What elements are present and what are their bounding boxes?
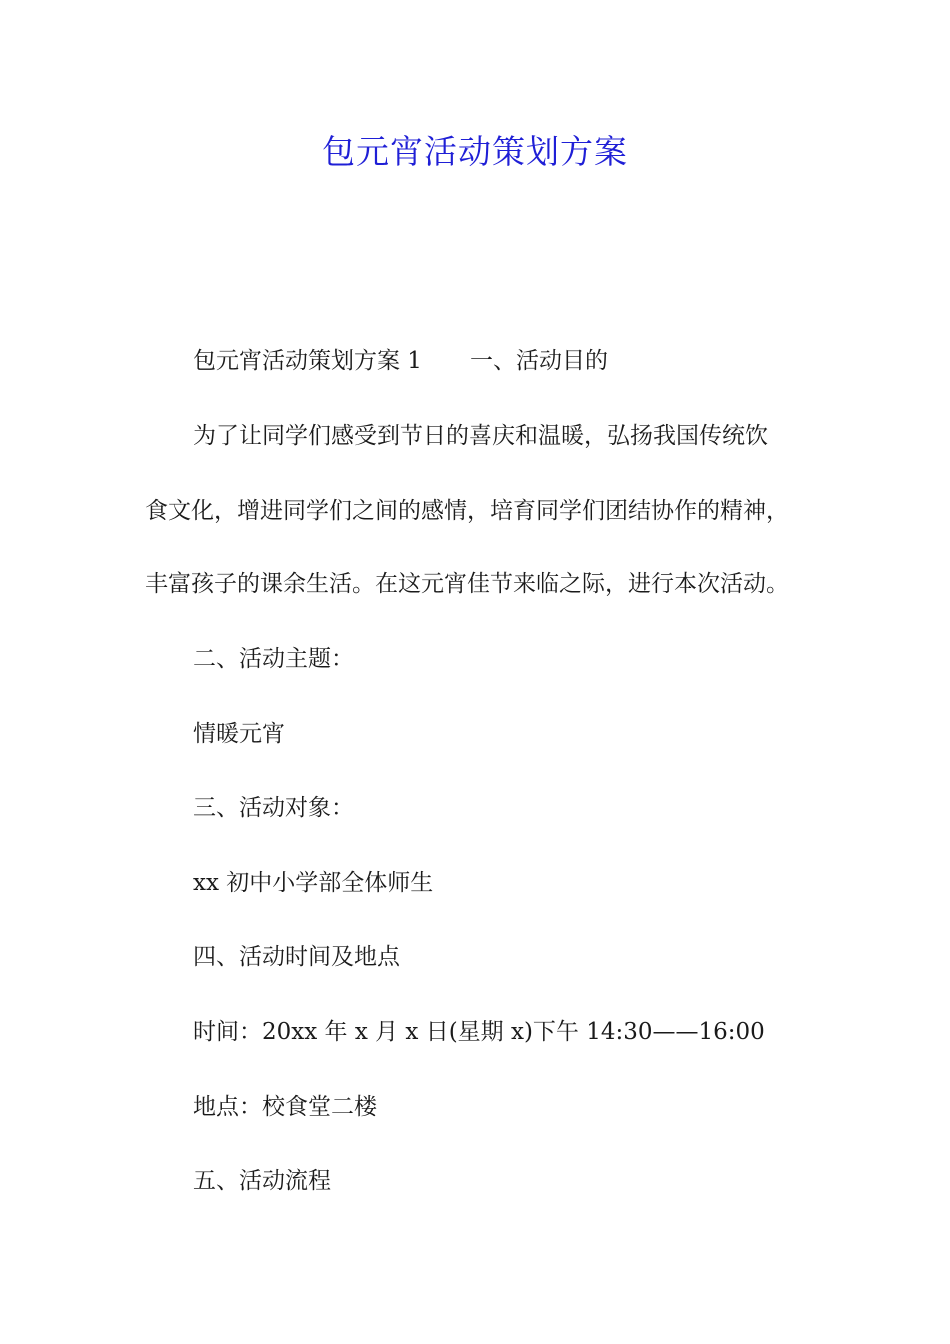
purpose-paragraph-line-1: 为了让同学们感受到节日的喜庆和温暖，弘扬我国传统饮 (193, 423, 768, 449)
theme-value: 情暖元宵 (193, 721, 285, 747)
theme-heading: 二、活动主题： (193, 646, 354, 672)
place-value: 地点：校食堂二楼 (193, 1094, 377, 1120)
document-title: 包元宵活动策划方案 (322, 132, 628, 171)
time-value: 时间：20xx 年 x 月 x 日(星期 x)下午 14:30——16:00 (193, 1019, 765, 1045)
time-place-heading: 四、活动时间及地点 (193, 944, 400, 970)
purpose-paragraph-line-2: 食文化，增进同学们之间的感情，培育同学们团结协作的精神， (145, 498, 789, 524)
purpose-heading: 一、活动目的 (469, 348, 608, 374)
process-heading: 五、活动流程 (193, 1168, 331, 1194)
audience-heading: 三、活动对象： (193, 795, 354, 821)
audience-value: xx 初中小学部全体师生 (193, 870, 434, 896)
section-heading-line (193, 344, 608, 378)
purpose-paragraph-line-3: 丰富孩子的课余生活。在这元宵佳节来临之际，进行本次活动。 (145, 571, 789, 597)
plan-subtitle: 包元宵活动策划方案 1 (193, 348, 422, 374)
